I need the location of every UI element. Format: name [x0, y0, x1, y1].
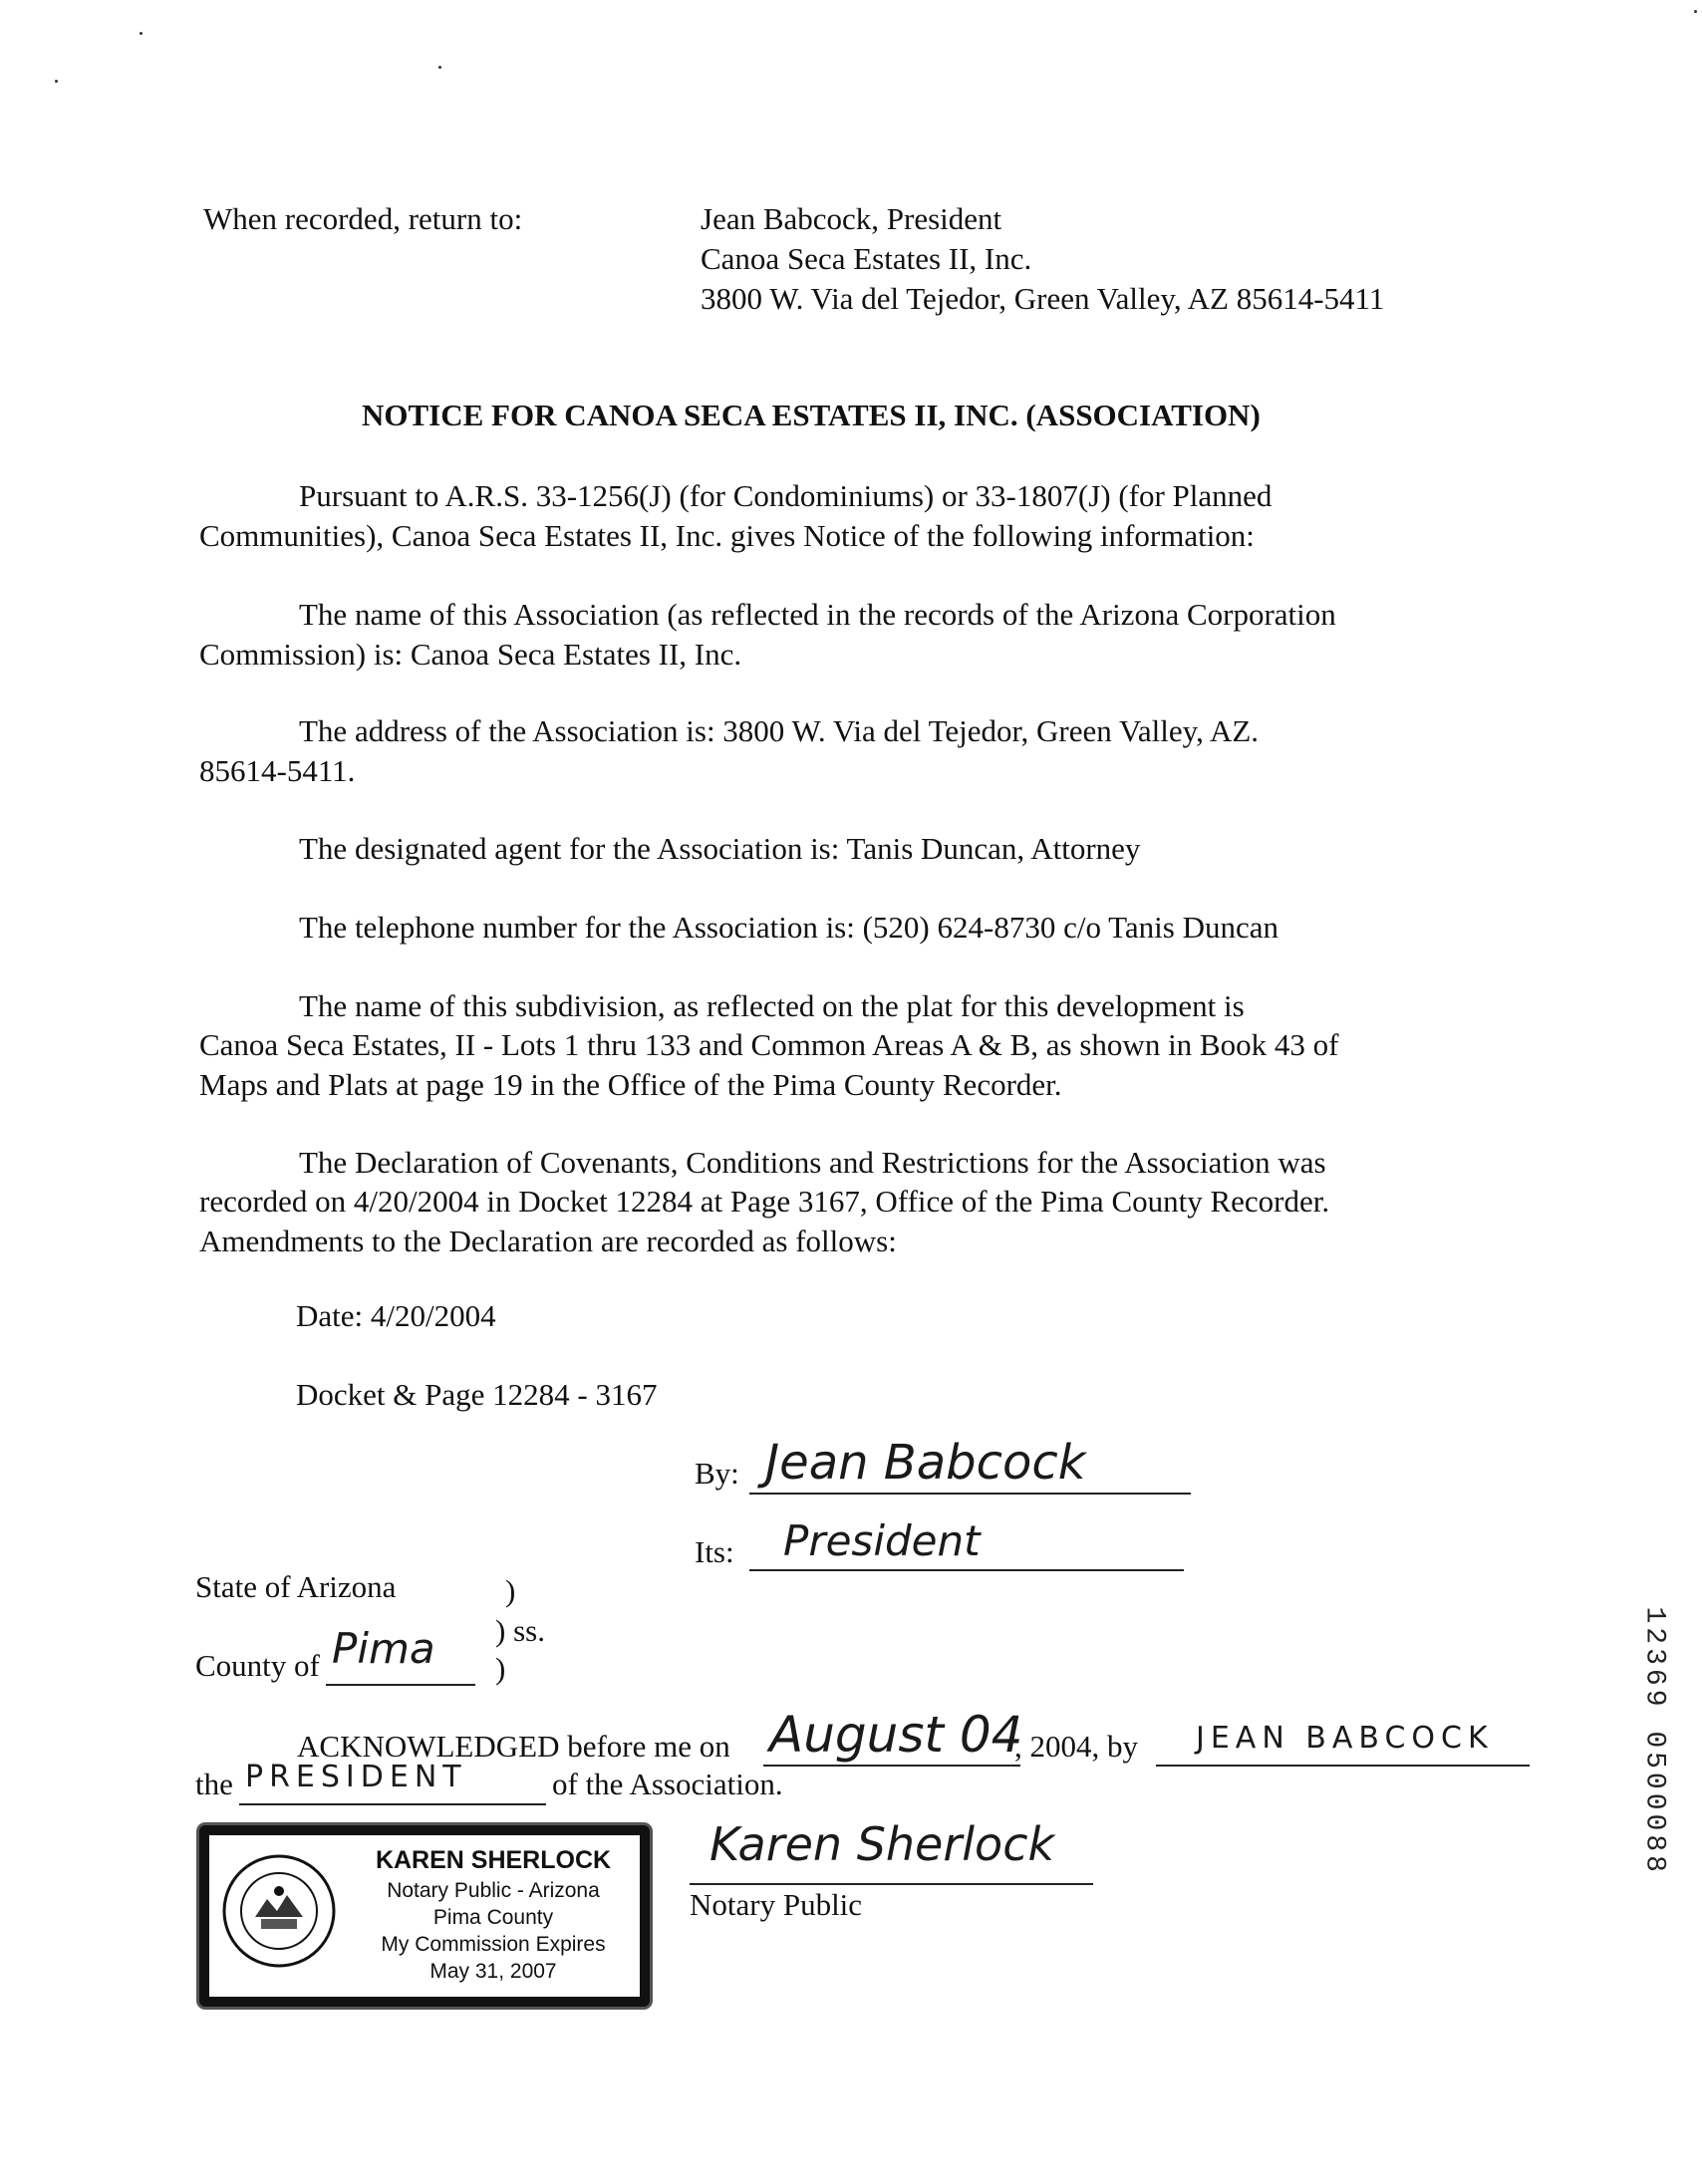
- venue-paren-1: ): [505, 1573, 516, 1608]
- document-title: NOTICE FOR CANOA SECA ESTATES II, INC. (ASSOCIATION): [362, 398, 1261, 432]
- title-line: [239, 1803, 546, 1805]
- ack-date-handwritten: August 04: [769, 1706, 1023, 1764]
- paragraph-7-line-1: The Declaration of Covenants, Conditions and Restrictions for the Association was: [299, 1145, 1326, 1180]
- state-label: State of Arizona: [195, 1569, 397, 1604]
- stamp-line-4: May 31, 2007: [429, 1960, 557, 1983]
- scan-speck: [140, 32, 142, 35]
- its-handwritten: President: [783, 1516, 981, 1565]
- scan-speck: [1694, 10, 1697, 13]
- venue-paren-ss: ) ss.: [495, 1613, 545, 1648]
- of-the-association: of the Association.: [552, 1767, 783, 1801]
- paragraph-7-line-2: recorded on 4/20/2004 in Docket 12284 at Page 3167, Office of the Pima County Recorder.: [199, 1184, 1330, 1219]
- title-handwritten: PRESIDENT: [245, 1760, 467, 1794]
- paragraph-6-line-2: Canoa Seca Estates, II - Lots 1 thru 133 and Common Areas A & B, as shown in Book 43 of: [199, 1027, 1339, 1062]
- paragraph-2-line-1: The name of this Association (as reflected in the records of the Arizona Corporation: [299, 597, 1336, 632]
- return-address: 3800 W. Via del Tejedor, Green Valley, AZ 85614-5411: [701, 281, 1385, 316]
- its-label: Its:: [695, 1534, 734, 1569]
- amendment-docket-page: Docket & Page 12284 - 3167: [296, 1377, 658, 1412]
- return-company: Canoa Seca Estates II, Inc.: [701, 241, 1032, 276]
- ack-name-line: [1156, 1765, 1530, 1767]
- county-handwritten: Pima: [332, 1624, 435, 1673]
- stamp-text: [354, 1843, 633, 1985]
- stamp-line-2: Pima County: [432, 1906, 554, 1929]
- amendment-date: Date: 4/20/2004: [296, 1298, 496, 1333]
- venue-paren-3: ): [495, 1651, 506, 1686]
- paragraph-1-line-2: Communities), Canoa Seca Estates II, Inc. gives Notice of the following information:: [199, 518, 1255, 553]
- return-name: Jean Babcock, President: [701, 201, 1002, 236]
- paragraph-1-line-1: Pursuant to A.R.S. 33-1256(J) (for Condominiums) or 33-1807(J) (for Planned: [299, 478, 1273, 513]
- paragraph-6-line-3: Maps and Plats at page 19 in the Office of the Pima County Recorder.: [199, 1067, 1062, 1102]
- by-label: By:: [695, 1456, 739, 1491]
- scan-speck: [55, 80, 58, 83]
- ack-date-line: [763, 1765, 1020, 1767]
- notary-stamp: [199, 1825, 650, 2007]
- county-label: County of: [195, 1648, 320, 1683]
- county-line: [326, 1684, 475, 1686]
- scan-speck: [438, 66, 441, 69]
- arizona-seal-icon: [221, 1853, 337, 1969]
- the-label: the: [195, 1767, 233, 1801]
- ack-year-by: , 2004, by: [1014, 1729, 1138, 1764]
- stamp-notary-name: KAREN SHERLOCK: [375, 1846, 612, 1874]
- acknowledged-text: ACKNOWLEDGED before me on: [297, 1729, 730, 1764]
- telephone-number: The telephone number for the Association is: (520) 624-8730 c/o Tanis Duncan: [299, 910, 1279, 945]
- paragraph-7-line-3: Amendments to the Declaration are recorded as follows:: [199, 1224, 897, 1258]
- paragraph-6-line-1: The name of this subdivision, as reflected on the plat for this development is: [299, 988, 1245, 1023]
- stamp-line-1: Notary Public - Arizona: [387, 1879, 600, 1902]
- paragraph-3-line-2: 85614-5411.: [199, 753, 356, 788]
- by-signature-line: [749, 1493, 1191, 1495]
- by-signature: Jean Babcock: [765, 1435, 1086, 1491]
- margin-code: [1634, 1606, 1674, 1885]
- stamp-line-3: My Commission Expires: [381, 1933, 606, 1956]
- notary-public-label: Notary Public: [690, 1887, 863, 1922]
- ack-name-handwritten: JEAN BABCOCK: [1196, 1721, 1494, 1756]
- notary-signature: Karen Sherlock: [709, 1817, 1055, 1871]
- margin-code-text: 12369 0500088: [1638, 1606, 1670, 1876]
- its-line: [749, 1569, 1184, 1571]
- paragraph-3-line-1: The address of the Association is: 3800 W. Via del Tejedor, Green Valley, AZ.: [299, 713, 1260, 748]
- designated-agent: The designated agent for the Association is: Tanis Duncan, Attorney: [299, 831, 1141, 866]
- paragraph-2-line-2: Commission) is: Canoa Seca Estates II, Inc.: [199, 637, 742, 672]
- return-to-label: When recorded, return to:: [203, 201, 523, 236]
